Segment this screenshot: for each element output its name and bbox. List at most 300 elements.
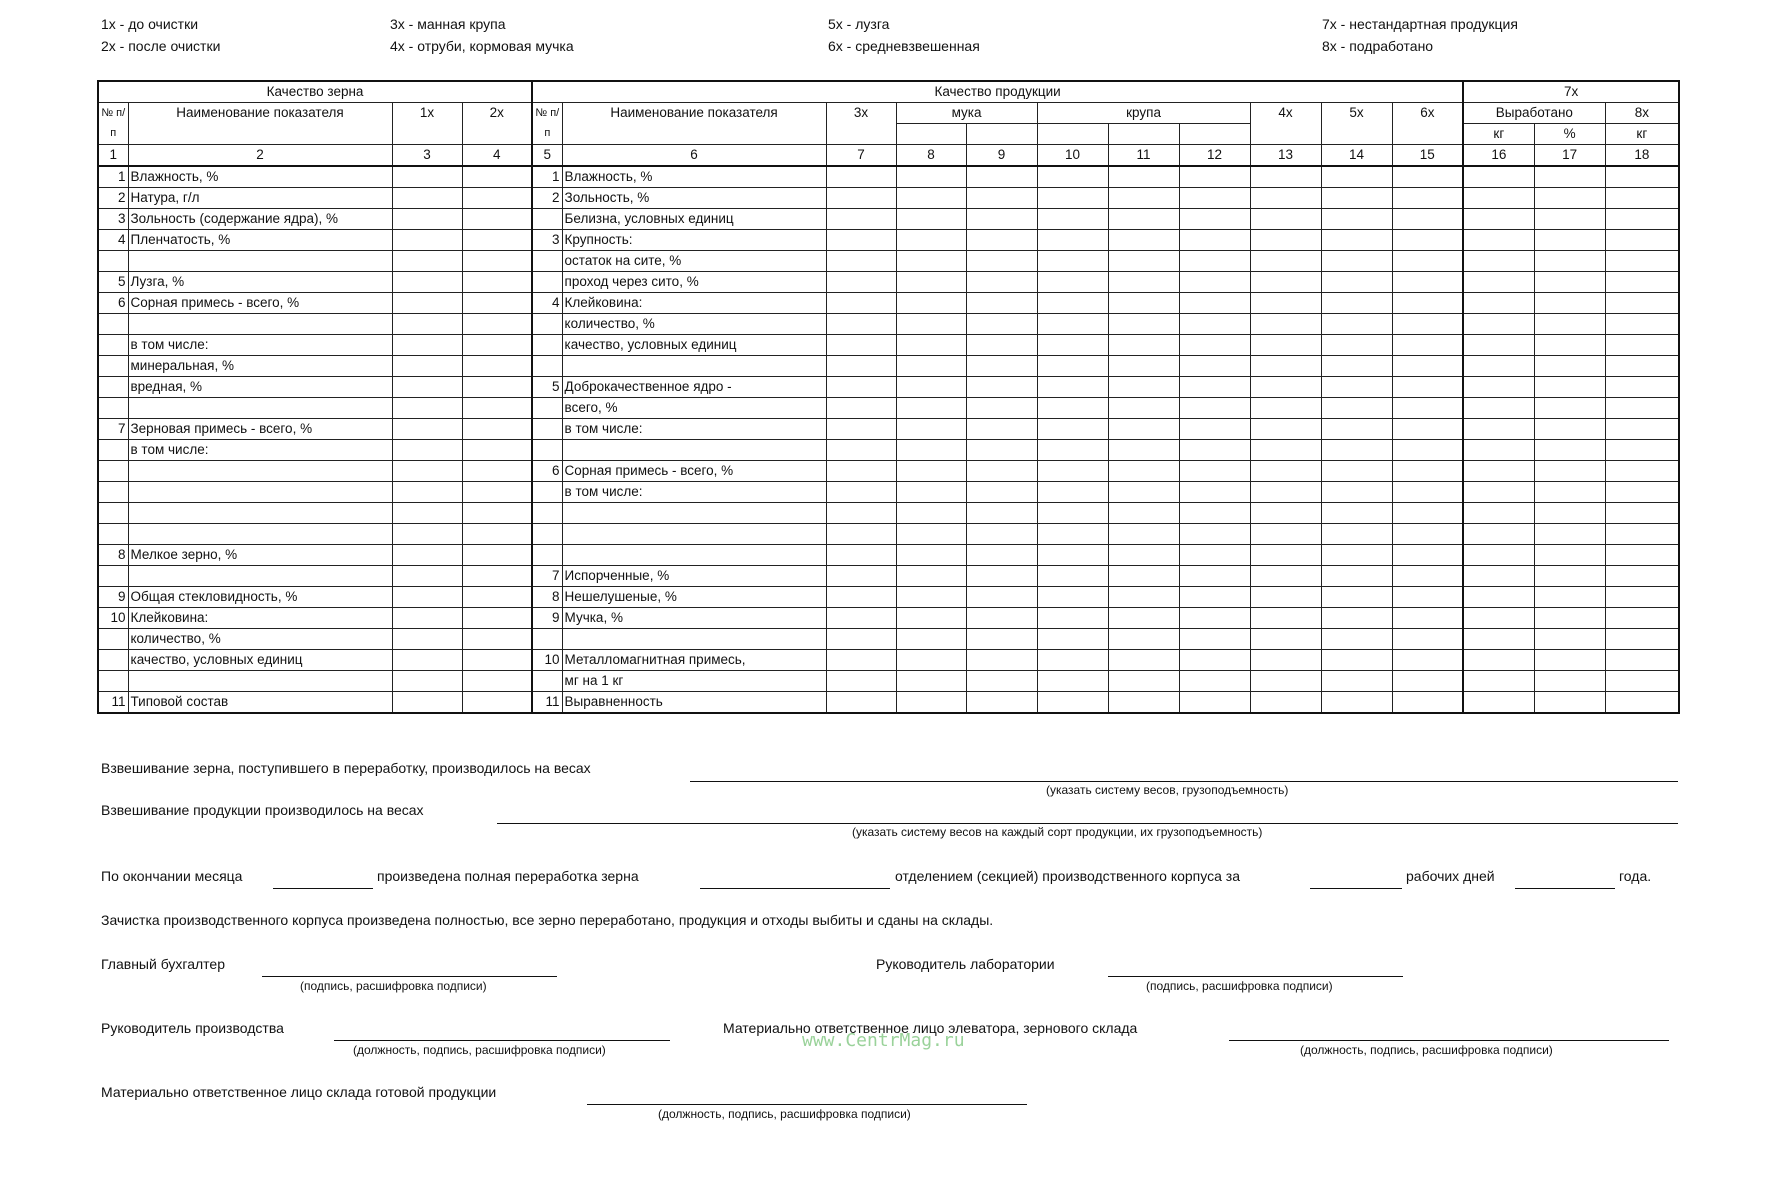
value-cell-1x[interactable]	[392, 209, 462, 230]
value-cell-col-13[interactable]	[1250, 209, 1321, 230]
value-cell-1x[interactable]	[392, 314, 462, 335]
value-cell-col-13[interactable]	[1250, 482, 1321, 503]
value-cell-1x[interactable]	[392, 398, 462, 419]
value-cell-col-10[interactable]	[1037, 335, 1108, 356]
value-cell-col-7[interactable]	[826, 209, 896, 230]
value-cell-col-17[interactable]	[1534, 293, 1605, 314]
value-cell-col-18[interactable]	[1605, 524, 1679, 545]
value-cell-col-14[interactable]	[1321, 461, 1392, 482]
value-cell-col-9[interactable]	[966, 608, 1037, 629]
value-cell-col-12[interactable]	[1179, 461, 1250, 482]
value-cell-col-11[interactable]	[1108, 230, 1179, 251]
value-cell-col-12[interactable]	[1179, 356, 1250, 377]
value-cell-col-13[interactable]	[1250, 566, 1321, 587]
value-cell-col-9[interactable]	[966, 419, 1037, 440]
value-cell-col-16[interactable]	[1463, 398, 1534, 419]
value-cell-col-12[interactable]	[1179, 251, 1250, 272]
value-cell-col-13[interactable]	[1250, 335, 1321, 356]
value-cell-col-13[interactable]	[1250, 293, 1321, 314]
value-cell-col-14[interactable]	[1321, 188, 1392, 209]
value-cell-col-7[interactable]	[826, 566, 896, 587]
value-cell-1x[interactable]	[392, 503, 462, 524]
value-cell-col-12[interactable]	[1179, 608, 1250, 629]
value-cell-col-18[interactable]	[1605, 335, 1679, 356]
value-cell-col-18[interactable]	[1605, 566, 1679, 587]
value-cell-col-8[interactable]	[896, 377, 966, 398]
value-cell-col-10[interactable]	[1037, 272, 1108, 293]
value-cell-col-7[interactable]	[826, 482, 896, 503]
value-cell-col-7[interactable]	[826, 419, 896, 440]
value-cell-col-8[interactable]	[896, 629, 966, 650]
value-cell-col-11[interactable]	[1108, 356, 1179, 377]
value-cell-col-17[interactable]	[1534, 566, 1605, 587]
value-cell-col-7[interactable]	[826, 166, 896, 188]
value-cell-col-18[interactable]	[1605, 272, 1679, 293]
value-cell-2x[interactable]	[462, 440, 532, 461]
value-cell-col-8[interactable]	[896, 545, 966, 566]
value-cell-col-18[interactable]	[1605, 650, 1679, 671]
value-cell-col-13[interactable]	[1250, 440, 1321, 461]
value-cell-col-14[interactable]	[1321, 272, 1392, 293]
value-cell-col-17[interactable]	[1534, 356, 1605, 377]
value-cell-col-14[interactable]	[1321, 629, 1392, 650]
value-cell-col-12[interactable]	[1179, 419, 1250, 440]
value-cell-col-13[interactable]	[1250, 398, 1321, 419]
value-cell-1x[interactable]	[392, 335, 462, 356]
value-cell-col-9[interactable]	[966, 524, 1037, 545]
value-cell-col-17[interactable]	[1534, 482, 1605, 503]
value-cell-col-7[interactable]	[826, 335, 896, 356]
value-cell-col-16[interactable]	[1463, 440, 1534, 461]
value-cell-col-18[interactable]	[1605, 608, 1679, 629]
value-cell-col-18[interactable]	[1605, 377, 1679, 398]
value-cell-2x[interactable]	[462, 566, 532, 587]
value-cell-col-13[interactable]	[1250, 650, 1321, 671]
value-cell-col-8[interactable]	[896, 166, 966, 188]
value-cell-1x[interactable]	[392, 587, 462, 608]
value-cell-col-14[interactable]	[1321, 209, 1392, 230]
value-cell-col-12[interactable]	[1179, 166, 1250, 188]
value-cell-col-11[interactable]	[1108, 503, 1179, 524]
value-cell-col-18[interactable]	[1605, 482, 1679, 503]
value-cell-col-8[interactable]	[896, 608, 966, 629]
value-cell-col-12[interactable]	[1179, 377, 1250, 398]
value-cell-col-7[interactable]	[826, 251, 896, 272]
value-cell-col-17[interactable]	[1534, 629, 1605, 650]
value-cell-col-13[interactable]	[1250, 166, 1321, 188]
value-cell-col-13[interactable]	[1250, 692, 1321, 714]
value-cell-col-14[interactable]	[1321, 587, 1392, 608]
value-cell-col-15[interactable]	[1392, 230, 1463, 251]
value-cell-col-9[interactable]	[966, 482, 1037, 503]
value-cell-col-16[interactable]	[1463, 503, 1534, 524]
value-cell-col-7[interactable]	[826, 188, 896, 209]
value-cell-col-18[interactable]	[1605, 188, 1679, 209]
value-cell-col-12[interactable]	[1179, 314, 1250, 335]
value-cell-1x[interactable]	[392, 482, 462, 503]
value-cell-col-9[interactable]	[966, 209, 1037, 230]
value-cell-col-10[interactable]	[1037, 251, 1108, 272]
value-cell-col-14[interactable]	[1321, 314, 1392, 335]
value-cell-col-12[interactable]	[1179, 503, 1250, 524]
production-head-signature-line[interactable]	[334, 1040, 670, 1041]
value-cell-col-13[interactable]	[1250, 608, 1321, 629]
value-cell-col-17[interactable]	[1534, 461, 1605, 482]
value-cell-col-15[interactable]	[1392, 692, 1463, 714]
value-cell-col-11[interactable]	[1108, 461, 1179, 482]
value-cell-col-8[interactable]	[896, 524, 966, 545]
value-cell-2x[interactable]	[462, 503, 532, 524]
value-cell-col-10[interactable]	[1037, 377, 1108, 398]
value-cell-1x[interactable]	[392, 419, 462, 440]
value-cell-col-14[interactable]	[1321, 503, 1392, 524]
value-cell-col-16[interactable]	[1463, 188, 1534, 209]
value-cell-col-8[interactable]	[896, 503, 966, 524]
elevator-person-signature-line[interactable]	[1229, 1040, 1669, 1041]
value-cell-col-15[interactable]	[1392, 482, 1463, 503]
value-cell-col-13[interactable]	[1250, 545, 1321, 566]
value-cell-col-15[interactable]	[1392, 419, 1463, 440]
value-cell-col-15[interactable]	[1392, 629, 1463, 650]
value-cell-2x[interactable]	[462, 608, 532, 629]
value-cell-col-18[interactable]	[1605, 629, 1679, 650]
value-cell-1x[interactable]	[392, 356, 462, 377]
value-cell-col-16[interactable]	[1463, 671, 1534, 692]
value-cell-col-12[interactable]	[1179, 545, 1250, 566]
value-cell-col-14[interactable]	[1321, 335, 1392, 356]
value-cell-col-13[interactable]	[1250, 671, 1321, 692]
value-cell-col-15[interactable]	[1392, 566, 1463, 587]
value-cell-2x[interactable]	[462, 461, 532, 482]
value-cell-col-11[interactable]	[1108, 188, 1179, 209]
value-cell-col-10[interactable]	[1037, 482, 1108, 503]
chief-accountant-signature-line[interactable]	[262, 976, 557, 977]
value-cell-col-12[interactable]	[1179, 440, 1250, 461]
value-cell-col-16[interactable]	[1463, 335, 1534, 356]
value-cell-col-15[interactable]	[1392, 608, 1463, 629]
value-cell-col-16[interactable]	[1463, 356, 1534, 377]
value-cell-1x[interactable]	[392, 566, 462, 587]
value-cell-col-11[interactable]	[1108, 545, 1179, 566]
value-cell-col-7[interactable]	[826, 398, 896, 419]
lab-head-signature-line[interactable]	[1108, 976, 1403, 977]
value-cell-col-10[interactable]	[1037, 440, 1108, 461]
value-cell-col-12[interactable]	[1179, 209, 1250, 230]
value-cell-col-7[interactable]	[826, 671, 896, 692]
value-cell-col-12[interactable]	[1179, 566, 1250, 587]
value-cell-col-14[interactable]	[1321, 524, 1392, 545]
value-cell-col-17[interactable]	[1534, 209, 1605, 230]
value-cell-col-9[interactable]	[966, 566, 1037, 587]
value-cell-col-18[interactable]	[1605, 314, 1679, 335]
value-cell-col-12[interactable]	[1179, 524, 1250, 545]
value-cell-col-9[interactable]	[966, 314, 1037, 335]
value-cell-col-8[interactable]	[896, 188, 966, 209]
value-cell-col-11[interactable]	[1108, 587, 1179, 608]
value-cell-col-11[interactable]	[1108, 629, 1179, 650]
value-cell-col-18[interactable]	[1605, 440, 1679, 461]
value-cell-col-10[interactable]	[1037, 230, 1108, 251]
value-cell-col-14[interactable]	[1321, 566, 1392, 587]
value-cell-col-10[interactable]	[1037, 524, 1108, 545]
value-cell-col-15[interactable]	[1392, 461, 1463, 482]
value-cell-1x[interactable]	[392, 230, 462, 251]
value-cell-col-7[interactable]	[826, 356, 896, 377]
value-cell-col-13[interactable]	[1250, 503, 1321, 524]
value-cell-col-7[interactable]	[826, 230, 896, 251]
year-line[interactable]	[1515, 888, 1615, 889]
value-cell-col-16[interactable]	[1463, 377, 1534, 398]
value-cell-col-9[interactable]	[966, 377, 1037, 398]
value-cell-2x[interactable]	[462, 272, 532, 293]
warehouse-person-signature-line[interactable]	[587, 1104, 1027, 1105]
value-cell-col-13[interactable]	[1250, 587, 1321, 608]
value-cell-2x[interactable]	[462, 587, 532, 608]
value-cell-col-9[interactable]	[966, 293, 1037, 314]
weigh-grain-line[interactable]	[690, 781, 1678, 782]
value-cell-col-11[interactable]	[1108, 608, 1179, 629]
value-cell-col-16[interactable]	[1463, 251, 1534, 272]
value-cell-col-16[interactable]	[1463, 692, 1534, 714]
value-cell-1x[interactable]	[392, 377, 462, 398]
value-cell-col-16[interactable]	[1463, 545, 1534, 566]
value-cell-col-9[interactable]	[966, 503, 1037, 524]
value-cell-col-8[interactable]	[896, 566, 966, 587]
value-cell-col-10[interactable]	[1037, 166, 1108, 188]
value-cell-col-7[interactable]	[826, 314, 896, 335]
value-cell-col-18[interactable]	[1605, 587, 1679, 608]
value-cell-col-18[interactable]	[1605, 419, 1679, 440]
value-cell-col-7[interactable]	[826, 587, 896, 608]
value-cell-col-17[interactable]	[1534, 251, 1605, 272]
value-cell-col-16[interactable]	[1463, 608, 1534, 629]
value-cell-col-8[interactable]	[896, 419, 966, 440]
value-cell-col-11[interactable]	[1108, 398, 1179, 419]
value-cell-1x[interactable]	[392, 461, 462, 482]
value-cell-col-9[interactable]	[966, 692, 1037, 714]
value-cell-col-10[interactable]	[1037, 314, 1108, 335]
value-cell-col-18[interactable]	[1605, 209, 1679, 230]
value-cell-col-16[interactable]	[1463, 419, 1534, 440]
value-cell-col-17[interactable]	[1534, 166, 1605, 188]
value-cell-col-14[interactable]	[1321, 377, 1392, 398]
value-cell-col-13[interactable]	[1250, 272, 1321, 293]
value-cell-col-15[interactable]	[1392, 524, 1463, 545]
value-cell-col-14[interactable]	[1321, 166, 1392, 188]
value-cell-col-14[interactable]	[1321, 293, 1392, 314]
value-cell-col-11[interactable]	[1108, 671, 1179, 692]
value-cell-col-17[interactable]	[1534, 524, 1605, 545]
value-cell-col-12[interactable]	[1179, 230, 1250, 251]
value-cell-col-8[interactable]	[896, 293, 966, 314]
value-cell-col-12[interactable]	[1179, 188, 1250, 209]
value-cell-col-17[interactable]	[1534, 230, 1605, 251]
value-cell-col-18[interactable]	[1605, 230, 1679, 251]
value-cell-col-13[interactable]	[1250, 629, 1321, 650]
value-cell-col-15[interactable]	[1392, 188, 1463, 209]
value-cell-col-14[interactable]	[1321, 440, 1392, 461]
weigh-product-line[interactable]	[497, 823, 1678, 824]
value-cell-2x[interactable]	[462, 314, 532, 335]
value-cell-col-14[interactable]	[1321, 419, 1392, 440]
value-cell-col-13[interactable]	[1250, 377, 1321, 398]
value-cell-col-8[interactable]	[896, 440, 966, 461]
days-line[interactable]	[1310, 888, 1402, 889]
value-cell-col-11[interactable]	[1108, 293, 1179, 314]
value-cell-col-16[interactable]	[1463, 166, 1534, 188]
value-cell-col-15[interactable]	[1392, 587, 1463, 608]
value-cell-col-14[interactable]	[1321, 251, 1392, 272]
value-cell-col-10[interactable]	[1037, 503, 1108, 524]
value-cell-col-17[interactable]	[1534, 545, 1605, 566]
value-cell-col-9[interactable]	[966, 230, 1037, 251]
value-cell-col-7[interactable]	[826, 692, 896, 714]
value-cell-col-16[interactable]	[1463, 566, 1534, 587]
value-cell-col-16[interactable]	[1463, 272, 1534, 293]
value-cell-2x[interactable]	[462, 419, 532, 440]
value-cell-2x[interactable]	[462, 293, 532, 314]
value-cell-col-18[interactable]	[1605, 356, 1679, 377]
value-cell-1x[interactable]	[392, 671, 462, 692]
value-cell-col-10[interactable]	[1037, 608, 1108, 629]
value-cell-1x[interactable]	[392, 188, 462, 209]
value-cell-col-18[interactable]	[1605, 671, 1679, 692]
value-cell-col-8[interactable]	[896, 272, 966, 293]
value-cell-col-12[interactable]	[1179, 335, 1250, 356]
value-cell-col-9[interactable]	[966, 251, 1037, 272]
value-cell-col-9[interactable]	[966, 398, 1037, 419]
value-cell-col-18[interactable]	[1605, 293, 1679, 314]
value-cell-2x[interactable]	[462, 230, 532, 251]
value-cell-col-8[interactable]	[896, 209, 966, 230]
value-cell-col-8[interactable]	[896, 314, 966, 335]
value-cell-col-12[interactable]	[1179, 629, 1250, 650]
value-cell-col-11[interactable]	[1108, 209, 1179, 230]
value-cell-col-10[interactable]	[1037, 692, 1108, 714]
value-cell-col-7[interactable]	[826, 629, 896, 650]
value-cell-1x[interactable]	[392, 524, 462, 545]
value-cell-col-9[interactable]	[966, 671, 1037, 692]
value-cell-col-17[interactable]	[1534, 419, 1605, 440]
value-cell-1x[interactable]	[392, 293, 462, 314]
value-cell-col-15[interactable]	[1392, 650, 1463, 671]
value-cell-col-7[interactable]	[826, 650, 896, 671]
value-cell-col-11[interactable]	[1108, 272, 1179, 293]
value-cell-col-17[interactable]	[1534, 377, 1605, 398]
value-cell-2x[interactable]	[462, 377, 532, 398]
value-cell-col-17[interactable]	[1534, 335, 1605, 356]
value-cell-col-14[interactable]	[1321, 398, 1392, 419]
value-cell-col-9[interactable]	[966, 440, 1037, 461]
value-cell-col-15[interactable]	[1392, 314, 1463, 335]
value-cell-2x[interactable]	[462, 650, 532, 671]
value-cell-col-15[interactable]	[1392, 251, 1463, 272]
value-cell-2x[interactable]	[462, 251, 532, 272]
grain-amount-line[interactable]	[700, 888, 890, 889]
value-cell-1x[interactable]	[392, 166, 462, 188]
value-cell-col-10[interactable]	[1037, 356, 1108, 377]
value-cell-col-11[interactable]	[1108, 335, 1179, 356]
value-cell-col-14[interactable]	[1321, 545, 1392, 566]
value-cell-col-11[interactable]	[1108, 440, 1179, 461]
value-cell-col-18[interactable]	[1605, 461, 1679, 482]
value-cell-col-13[interactable]	[1250, 188, 1321, 209]
value-cell-col-8[interactable]	[896, 335, 966, 356]
value-cell-col-13[interactable]	[1250, 356, 1321, 377]
value-cell-col-9[interactable]	[966, 335, 1037, 356]
value-cell-col-9[interactable]	[966, 188, 1037, 209]
value-cell-col-14[interactable]	[1321, 482, 1392, 503]
value-cell-col-7[interactable]	[826, 272, 896, 293]
value-cell-col-16[interactable]	[1463, 482, 1534, 503]
value-cell-col-17[interactable]	[1534, 650, 1605, 671]
value-cell-col-16[interactable]	[1463, 650, 1534, 671]
value-cell-col-17[interactable]	[1534, 503, 1605, 524]
value-cell-col-17[interactable]	[1534, 188, 1605, 209]
value-cell-col-16[interactable]	[1463, 209, 1534, 230]
value-cell-col-13[interactable]	[1250, 230, 1321, 251]
value-cell-2x[interactable]	[462, 188, 532, 209]
value-cell-col-12[interactable]	[1179, 482, 1250, 503]
value-cell-col-12[interactable]	[1179, 692, 1250, 714]
value-cell-col-15[interactable]	[1392, 440, 1463, 461]
value-cell-col-10[interactable]	[1037, 293, 1108, 314]
value-cell-2x[interactable]	[462, 524, 532, 545]
value-cell-col-15[interactable]	[1392, 293, 1463, 314]
value-cell-col-9[interactable]	[966, 587, 1037, 608]
value-cell-2x[interactable]	[462, 671, 532, 692]
value-cell-col-15[interactable]	[1392, 503, 1463, 524]
value-cell-col-18[interactable]	[1605, 251, 1679, 272]
value-cell-col-17[interactable]	[1534, 692, 1605, 714]
value-cell-col-18[interactable]	[1605, 503, 1679, 524]
value-cell-2x[interactable]	[462, 398, 532, 419]
value-cell-col-15[interactable]	[1392, 398, 1463, 419]
value-cell-col-10[interactable]	[1037, 419, 1108, 440]
value-cell-1x[interactable]	[392, 251, 462, 272]
value-cell-col-15[interactable]	[1392, 356, 1463, 377]
value-cell-col-8[interactable]	[896, 650, 966, 671]
value-cell-col-15[interactable]	[1392, 209, 1463, 230]
value-cell-col-8[interactable]	[896, 671, 966, 692]
value-cell-col-10[interactable]	[1037, 188, 1108, 209]
value-cell-col-8[interactable]	[896, 356, 966, 377]
value-cell-col-9[interactable]	[966, 545, 1037, 566]
value-cell-col-11[interactable]	[1108, 482, 1179, 503]
value-cell-col-11[interactable]	[1108, 251, 1179, 272]
value-cell-col-10[interactable]	[1037, 629, 1108, 650]
value-cell-2x[interactable]	[462, 545, 532, 566]
value-cell-col-10[interactable]	[1037, 566, 1108, 587]
value-cell-col-14[interactable]	[1321, 230, 1392, 251]
value-cell-col-18[interactable]	[1605, 692, 1679, 714]
value-cell-2x[interactable]	[462, 692, 532, 714]
value-cell-col-10[interactable]	[1037, 650, 1108, 671]
value-cell-1x[interactable]	[392, 692, 462, 714]
value-cell-col-13[interactable]	[1250, 314, 1321, 335]
value-cell-col-11[interactable]	[1108, 166, 1179, 188]
value-cell-col-11[interactable]	[1108, 377, 1179, 398]
value-cell-col-17[interactable]	[1534, 272, 1605, 293]
value-cell-col-11[interactable]	[1108, 692, 1179, 714]
value-cell-col-8[interactable]	[896, 692, 966, 714]
value-cell-1x[interactable]	[392, 545, 462, 566]
value-cell-col-7[interactable]	[826, 440, 896, 461]
value-cell-col-10[interactable]	[1037, 587, 1108, 608]
value-cell-col-7[interactable]	[826, 524, 896, 545]
value-cell-col-17[interactable]	[1534, 440, 1605, 461]
value-cell-col-14[interactable]	[1321, 692, 1392, 714]
